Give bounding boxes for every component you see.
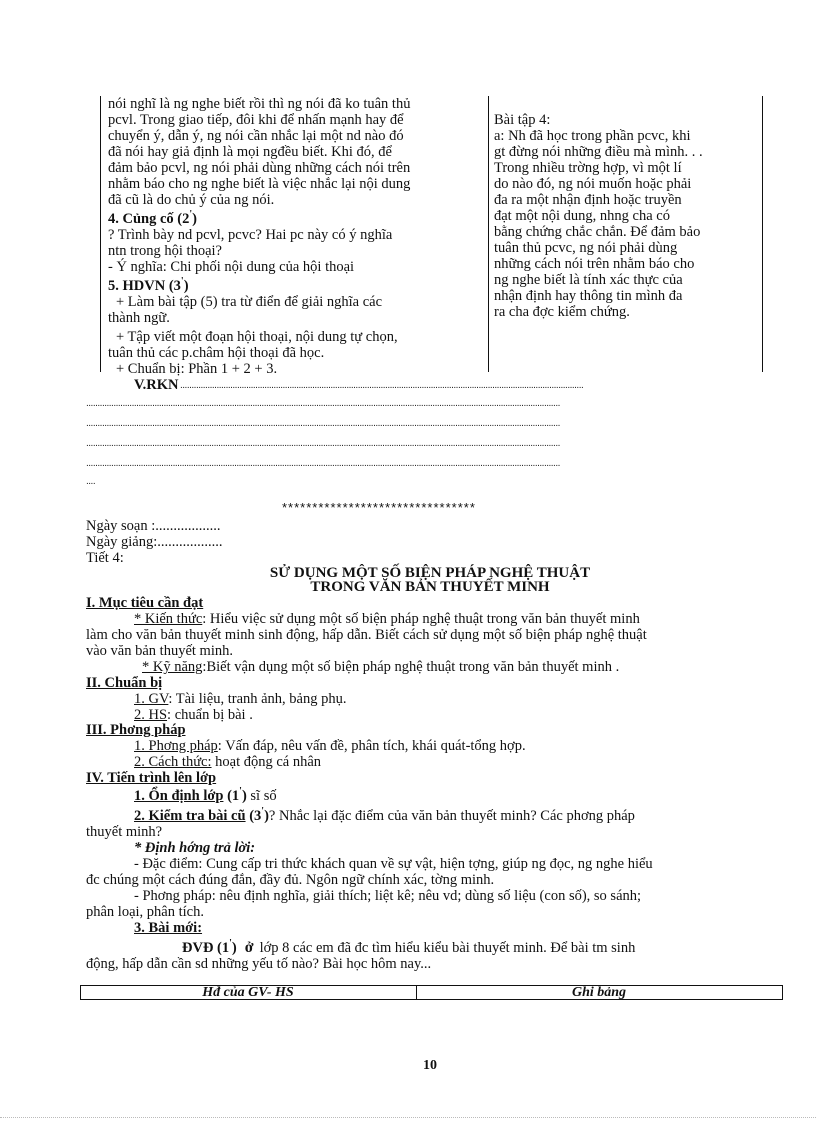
hdvn-item: + Chuẩn bị: Phần 1 + 2 + 3. <box>116 361 278 377</box>
cung-co-heading: 4. Củng cố (2') <box>108 209 197 227</box>
ky-nang-label: * Kỹ năng <box>142 659 203 675</box>
phuong-phap-text: - Phơng pháp: nêu định nghĩa, giải thích; liệt kê; nêu vd; dùng số liệu (con số), so sánh; <box>134 888 642 904</box>
table-right-border <box>762 96 763 372</box>
ngay-soan: Ngày soạn :.................. <box>86 518 221 534</box>
right-line: Trong nhiều trờng hợp, vì một lí <box>494 160 682 176</box>
right-line: đa ra một nhận định hoặc truyền <box>494 192 682 208</box>
hdvn-item-cont: tuân thủ các p.châm hội thoại đã học. <box>108 345 325 361</box>
vrkn-dotted-line: ................................................................................................................................................................................. <box>180 380 584 391</box>
dotted-line-end: .... <box>86 476 96 487</box>
left-line: pcvl. Trong giao tiếp, đôi khi để nhấn mạnh hay để <box>108 112 404 128</box>
right-line: bằng chứng chắc chắn. Để đảm bảo <box>494 224 701 240</box>
right-line: gt đừng nói những điều mà mình. . . <box>494 144 703 160</box>
on-dinh-line: 1. Ổn định lớp (1') sĩ số <box>134 786 277 804</box>
hdvn-item: + Tập viết một đoạn hội thoại, nội dung tự chọn, <box>116 329 398 345</box>
right-line: nhận định hay thông tin mình đa <box>494 288 683 304</box>
kien-thuc-label: * Kiến thức <box>134 611 203 627</box>
left-line: đã nói hay giả định là mọi ngđều biết. Khi đó, để <box>108 144 392 160</box>
table-header-notes: Ghi bảng <box>571 985 627 1000</box>
cung-co-question: ? Trình bày nd pcvl, pcvc? Hai pc này có ý nghĩa <box>108 227 393 243</box>
left-line: đã cũ là do chủ ý của ng nói. <box>108 192 275 208</box>
kiem-tra-block: 2. Kiểm tra bài cũ (3')? Nhắc lại đặc điểm của văn bản thuyết minh? Các phơng pháp thuyết minh? <box>86 808 786 840</box>
ngay-giang: Ngày giảng:.................. <box>86 534 223 550</box>
lesson-title-line2: TRONG VĂN BẢN THUYẾT MINH <box>310 579 550 595</box>
hdvn-item: + Làm bài tập (5) tra từ điển để giải nghĩa các <box>116 294 383 310</box>
table-header-activity: Hđ của GV- HS <box>202 985 294 1000</box>
pp2-line <box>134 754 321 770</box>
dac-diem-text-cont: đc chúng một cách đúng đắn, đầy đủ. Ngôn ngữ chính xác, tờng minh. <box>86 872 495 888</box>
hs-line <box>134 707 253 723</box>
left-line: chuyển ý, dẫn ý, ng nói cần nhắc lại một nd nào đó <box>108 128 404 144</box>
right-line: a: Nh đã học trong phần pcvc, khi <box>494 128 691 144</box>
hs-text: : chuẩn bị bài . <box>167 707 253 723</box>
dotted-line: ................................................................................................................................................................................................................ <box>86 458 560 469</box>
vrkn-label: V.RKN <box>134 377 179 393</box>
kiem-tra-text-cont: thuyết minh? <box>86 824 163 840</box>
kien-thuc-text: : Hiểu việc sử dụng một số biện pháp nghệ thuật trong văn bản thuyết minh <box>202 611 640 627</box>
pp2-label: 2. Cách thức: <box>134 754 212 770</box>
ky-nang-text: :Biết vận dụng một số biện pháp nghệ thuật trong văn bản thuyết minh . <box>202 659 620 675</box>
dinh-huong-heading: * Định hớng trả lời: <box>134 840 256 856</box>
bottom-table-right-border <box>782 985 783 1000</box>
page-bottom-guide <box>0 1117 816 1118</box>
kien-thuc-text-cont: làm cho văn bản thuyết minh sinh động, hấp dẫn. Biết cách sử dụng một số biện pháp nghệ thuật <box>86 627 647 643</box>
section-separator-stars: ******************************** <box>282 500 476 515</box>
dotted-line: ................................................................................................................................................................................................................ <box>86 438 560 449</box>
right-line: do nào đó, ng nói muốn hoặc phải <box>494 176 692 192</box>
cung-co-meaning: - Ý nghĩa: Chi phối nội dung của hội thoại <box>108 259 355 275</box>
ky-nang-block <box>142 659 619 675</box>
dvd-text: lớp 8 các em đã đc tìm hiểu kiểu bài thuyết minh. Để bài tm sinh <box>259 940 636 956</box>
phuong-phap-text-cont: phân loại, phân tích. <box>86 904 204 920</box>
top-table-left-cell <box>108 96 486 377</box>
bai-moi-heading: 3. Bài mới: <box>134 920 203 936</box>
hs-label: 2. HS <box>134 707 168 723</box>
right-line: ra cha đợc kiểm chứng. <box>494 304 630 320</box>
dotted-line: ................................................................................................................................................................................................................ <box>86 418 560 429</box>
section-tien-trinh: IV. Tiến trình lên lớp <box>86 770 217 786</box>
table-middle-border <box>488 96 489 372</box>
kiem-tra-label: 2. Kiểm tra bài cũ <box>134 808 246 824</box>
pp1-text: : Vấn đáp, nêu vấn đề, phân tích, khái quát-tổng hợp. <box>217 738 526 754</box>
gv-text: : Tài liệu, tranh ảnh, bảng phụ. <box>168 691 347 707</box>
table-left-border <box>100 96 101 372</box>
left-line: đảm bảo pcvl, ng nói phải dùng những cách nói trên <box>108 160 411 176</box>
top-table-right-cell <box>494 112 758 320</box>
dotted-line: ................................................................................................................................................................................................................ <box>86 398 560 409</box>
dinh-huong-answer <box>86 856 786 920</box>
dvd-o: ở <box>244 939 254 956</box>
dvd-block: ĐVĐ (1') ở lớp 8 các em đã đc tìm hiểu kiểu bài thuyết minh. Để bài tm sinh động, hấp dẫn cần sd những yếu tố nào? Bài học hôm nay... <box>86 940 786 972</box>
dac-diem-text: - Đặc điểm: Cung cấp tri thức khách quan về sự vật, hiện tợng, giúp ng đọc, ng nghe hiểu <box>134 856 653 872</box>
on-dinh-label: 1. Ổn định lớp <box>134 788 224 804</box>
kien-thuc-block <box>86 611 786 659</box>
section-phuong-phap: III. Phơng pháp <box>86 722 186 738</box>
page-number: 10 <box>423 1058 437 1073</box>
section-chuan-bi: II. Chuẩn bị <box>86 675 163 691</box>
pp1-line <box>134 738 526 754</box>
left-line: nói nghĩ là ng nghe biết rồi thì ng nói đã ko tuân thủ <box>108 96 411 112</box>
left-line: nhằm báo cho ng nghe biết là việc nhắc lại nội dung <box>108 176 411 192</box>
right-line: Bài tập 4: <box>494 112 551 128</box>
gv-line <box>134 691 347 707</box>
section-muc-tieu: I. Mục tiêu cần đạt <box>86 595 204 611</box>
dvd-text-cont: động, hấp dẫn cần sd những yếu tố nào? Bài học hôm nay... <box>86 956 432 972</box>
pp1-label: 1. Phơng pháp <box>134 738 218 754</box>
kiem-tra-text: ? Nhắc lại đặc điểm của văn bản thuyết minh? Các phơng pháp <box>268 808 635 824</box>
lesson-title-line1: SỬ DỤNG MỘT SỐ BIỆN PHÁP NGHỆ THUẬT <box>269 565 591 581</box>
pp2-text: hoạt động cá nhân <box>211 754 322 770</box>
dvd-label: ĐVĐ (1 <box>182 940 230 956</box>
gv-label: 1. GV <box>134 691 169 707</box>
cung-co-question-cont: ntn trong hội thoại? <box>108 243 222 259</box>
right-line: tuân thủ pcvc, ng nói phải dùng <box>494 240 678 256</box>
hdvn-item-cont: thành ngữ. <box>108 310 170 326</box>
right-line: những cách nói trên nhằm báo cho <box>494 256 695 272</box>
tiet-label: Tiết 4: <box>86 550 124 566</box>
on-dinh-text: sĩ số <box>246 788 277 804</box>
right-line: ng nghe biết là tính xác thực của <box>494 272 683 288</box>
hdvn-heading: 5. HDVN (3') <box>108 276 189 294</box>
kien-thuc-text-cont: vào văn bản thuyết minh. <box>86 643 233 659</box>
right-line: đạt một nội dung, nhng cha có <box>494 208 670 224</box>
